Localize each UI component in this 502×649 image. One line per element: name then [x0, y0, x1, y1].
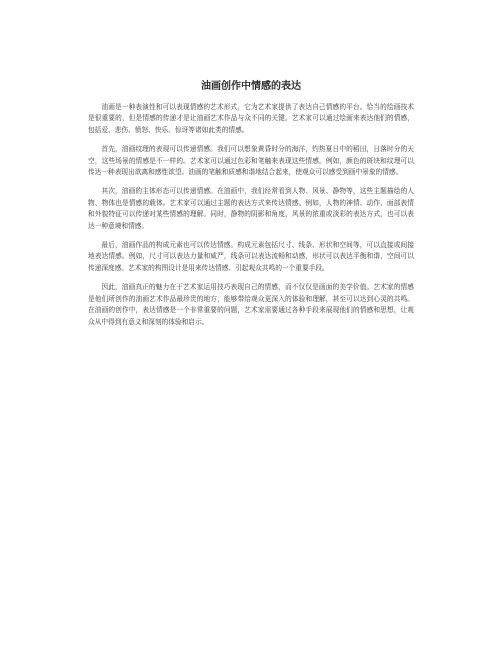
document-body: [88, 102, 414, 336]
page-title: 油画创作中情感的表达: [201, 81, 301, 92]
paragraph-3: 其次，油画的主体形态可以传递情感。在油画中，我们经常看到人物、风景、静物等，这些主题描绘的人物、物体也是情感的载体。艺术家可以通过主题的表达方式来传达情感。例如，人物的神情、动作、面部表情和外貌特征可以传递对某些情感的理解。同时，静物的阴影和角度，风景的浓重或淡彩的表达方式，也可以表达一种意境和情感。: [88, 187, 414, 230]
paragraph-1: 油画是一种表演性和可以表现情感的艺术形式，它为艺术家提供了表达自己情感的平台。恰当的绘画技术是很重要的，但是情感的传递才是让油画艺术作品与众不同的关键。艺术家可以通过绘画来表达他们的情感，包括爱、悲伤、愤怒、快乐、惊讶等诸如此类的情感。: [88, 103, 414, 134]
paragraph-2: 首先，油画纹理的表现可以传递情感。我们可以想象黄昏时分的海洋，灼热夏日中的稻田，日落时分的天空，这些场景的情感是不一样的。艺术家可以通过色彩和笔触来表现这些情感。例如，颜色的斑块和纹理可以传达一种表现出欲离和感性欲望。油画的笔触和质感和谐地结合起来，使观众可以感受到画中景象的情感。: [88, 145, 414, 177]
paragraph-4: 最后，油画作品的构成元素也可以传达情感。构成元素包括尺寸、线条、形状和空间等，可以直接或间接地表达情感。例如，尺寸可以表达力量和威严，线条可以表达流畅和动感，形状可以表达平衡和谐，空间可以传递深度感。艺术家的构图设计是用来传达情感、引起观众共鸣的一个重要手段。: [88, 241, 414, 272]
paragraph-5: 因此，油画真正的魅力在于艺术家运用技巧表现自己的情感，而不仅仅是画面的美学价值。艺术家的情感是他们所创作的油画艺术作品最珍贵的地方，能够带给观众更深入的体验和理解，甚至可以达到心灵的共鸣。在油画的创作中，表达情感是一个非常重要的问题，艺术家需要通过各种手段来展现他们的情感和思想，让观众从中得到有意义和深刻的体验和启示。: [88, 283, 414, 326]
